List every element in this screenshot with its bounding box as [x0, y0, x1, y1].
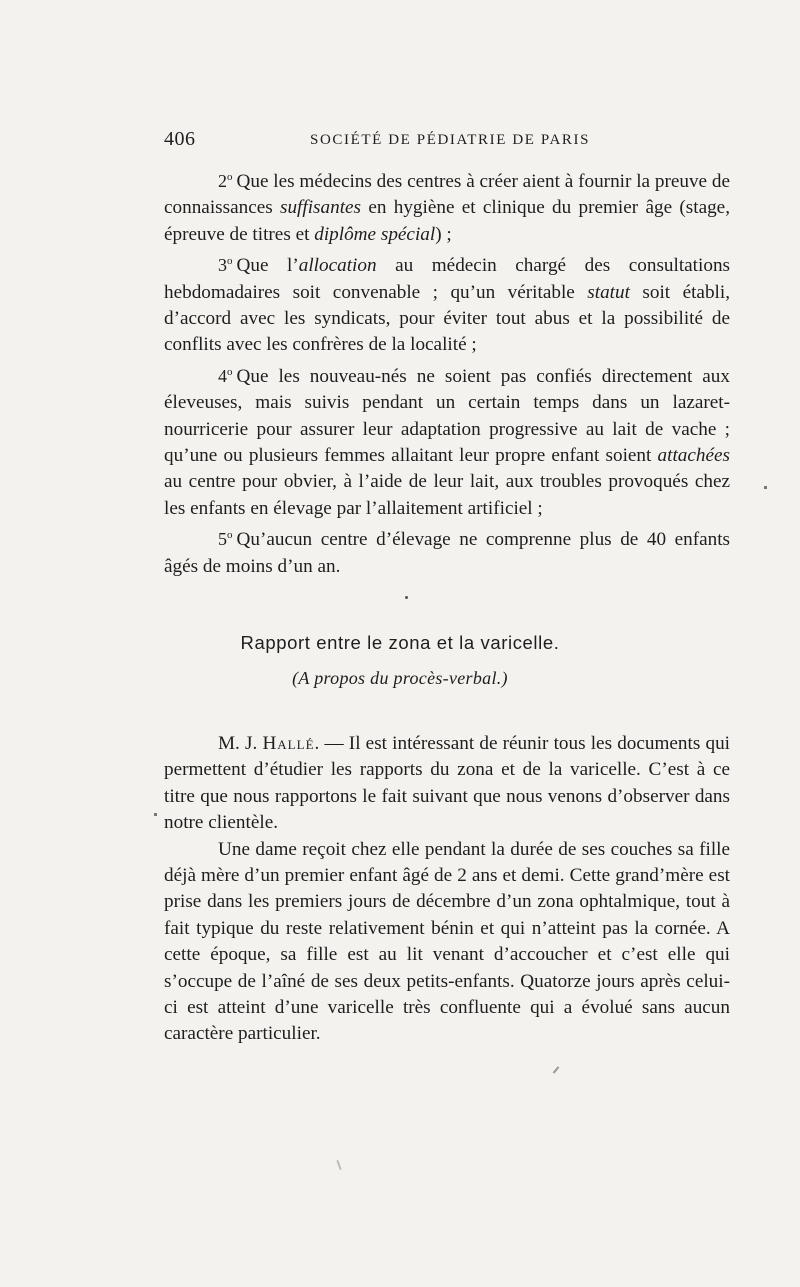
- page-number: 406: [164, 128, 196, 150]
- article-body: [164, 731, 730, 1048]
- scan-mark: [336, 1160, 341, 1170]
- section-title: Rapport entre le zona et la varicelle.: [240, 632, 560, 653]
- recommendations-list: [164, 164, 730, 580]
- running-header: [164, 128, 730, 156]
- recommendation-5: 5$^o$ Qu’aucun centre d’élevage ne comprenne plus de 40 enfants âgés de moins d’un an.: [164, 529, 730, 577]
- scan-mark: [764, 486, 767, 489]
- scan-mark: [553, 1066, 560, 1073]
- journal-title: SOCIÉTÉ DE PÉDIATRIE DE PARIS: [310, 132, 591, 148]
- recommendation-3: 3$^o$ Que l’allocation au médecin chargé des consultations hebdomadaires soit convenable ; qu’un véritable statut soit établi, d’accord avec les syndicats, pour éviter tout abus et la possibilité de conflits avec les confrères de la localité ;: [164, 255, 730, 356]
- separator-dot: [405, 596, 408, 599]
- article-paragraph-2: Une dame reçoit chez elle pendant la durée de ses couches sa fille déjà mère d’un premier enfant âgé de 2 ans et demi. Cette grand’mère est prise dans les premiers jours de décembre d’un zona ophtalmique, tout à fait typique du reste relativement bénin et qui n’atteint pas la cornée. A cette époque, sa fille est au lit venant d’accoucher et c’est elle qui s’occupe de l’aîné de ses deux petits-enfants. Quatorze jours après celui-ci est atteint d’une varicelle très confluente qui a évolué sans aucun caractère particulier.: [164, 838, 730, 1045]
- scan-mark: [154, 813, 157, 816]
- author-name: Hallé: [262, 733, 315, 754]
- article-paragraph-1: M. J. Hallé. — Il est intéressant de réunir tous les documents qui permettent d’étudier les rapports du zona et de la varicelle. C’est à ce titre que nous rapportons le fait suivant que nous venons d’observer dans notre clientèle.: [164, 733, 730, 834]
- recommendation-4: 4$^o$ Que les nouveau-nés ne soient pas confiés directement aux éleveuses, mais suivis pendant un certain temps dans un lazaret-nourricerie pour assurer leur adaptation progressive au lait de vache ; qu’une ou plusieurs femmes allaitant leur propre enfant soient attachées au centre pour obvier, à l’aide de leur lait, aux troubles provoqués chez les enfants en élevage par l’allaitement artificiel ;: [164, 365, 730, 519]
- recommendation-2: 2$^o$ Que les médecins des centres à créer aient à fournir la preuve de connaissances suffisantes en hygiène et clinique du premier âge (stage, épreuve de titres et diplôme spécial) ;: [164, 171, 730, 245]
- section-subtitle: (A propos du procès-verbal.): [292, 668, 508, 688]
